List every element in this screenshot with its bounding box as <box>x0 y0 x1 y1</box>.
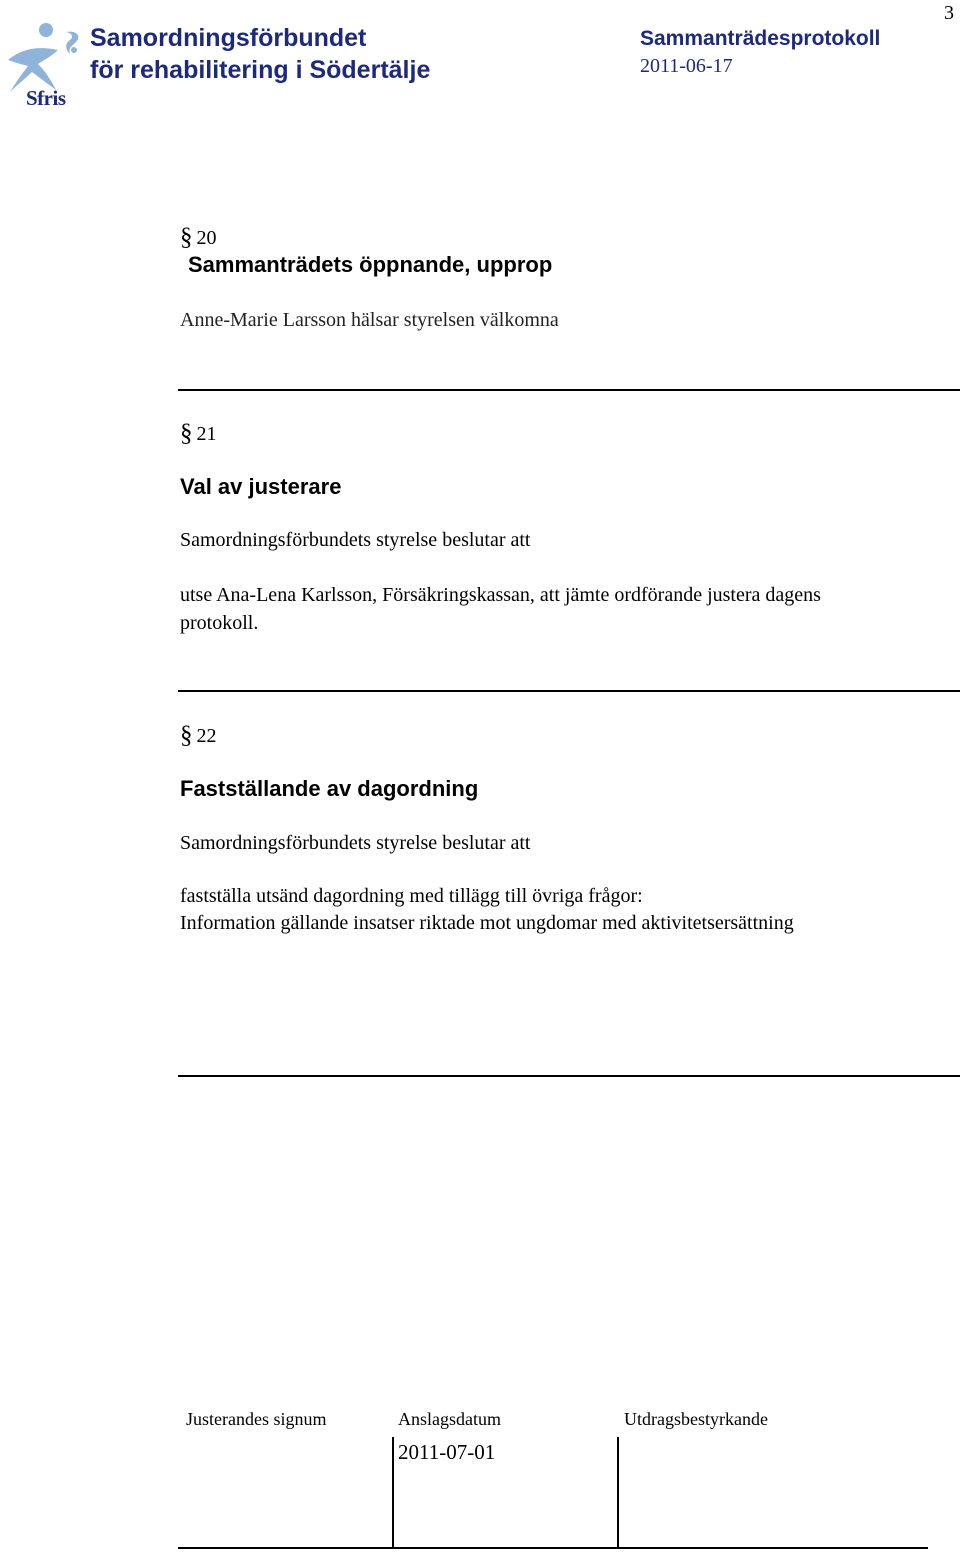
decision-text-line1: utse Ana-Lena Karlsson, Försäkringskassan, att jämte ordförande justera dagens <box>180 584 821 606</box>
footer-baseline <box>178 1547 928 1549</box>
decision-text-line2: protokoll. <box>180 612 259 634</box>
footer-label-extract: Utdragsbestyrkande <box>624 1409 768 1429</box>
section-title: Sammanträdets öppnande, upprop <box>188 252 553 277</box>
footer-divider-right <box>617 1437 619 1549</box>
decision-intro: Samordningsförbundets styrelse beslutar att <box>180 832 531 854</box>
section-number <box>180 420 217 448</box>
footer-label-signum: Justerandes signum <box>186 1409 327 1429</box>
logo-wordmark: Sfris <box>26 86 66 110</box>
footer-divider-left <box>392 1437 394 1549</box>
divider <box>178 1075 960 1077</box>
meeting-date: 2011-06-17 <box>640 55 733 77</box>
decision-intro: Samordningsförbundets styrelse beslutar att <box>180 529 531 551</box>
document-type: Sammanträdesprotokoll <box>640 27 881 50</box>
section-sign: § <box>180 722 193 749</box>
divider <box>178 389 960 391</box>
section-sign: § <box>180 420 193 447</box>
decision-text-line2: Information gällande insatser riktade mot ungdomar med aktivitetsersättning <box>180 912 794 934</box>
sfris-logo <box>4 20 88 116</box>
section-number-value: 22 <box>196 725 217 747</box>
section-number <box>180 722 217 750</box>
section-title: Val av justerare <box>180 474 342 499</box>
section-title: Fastställande av dagordning <box>180 776 479 801</box>
divider <box>178 690 960 692</box>
organization-name-line2: för rehabilitering i Södertälje <box>90 56 431 84</box>
section-number-value: 21 <box>196 423 217 445</box>
organization-name-line1: Samordningsförbundet <box>90 24 367 52</box>
footer-label-posting-date: Anslagsdatum <box>398 1409 501 1429</box>
page-number: 3 <box>944 2 954 24</box>
section-sign: § <box>180 224 193 251</box>
section-number <box>180 224 217 252</box>
decision-text-line1: fastställa utsänd dagordning med tillägg till övriga frågor: <box>180 885 643 907</box>
section-number-value: 20 <box>196 227 217 249</box>
section-text: Anne-Marie Larsson hälsar styrelsen välkomna <box>180 309 559 331</box>
posting-date-value: 2011-07-01 <box>398 1440 496 1464</box>
